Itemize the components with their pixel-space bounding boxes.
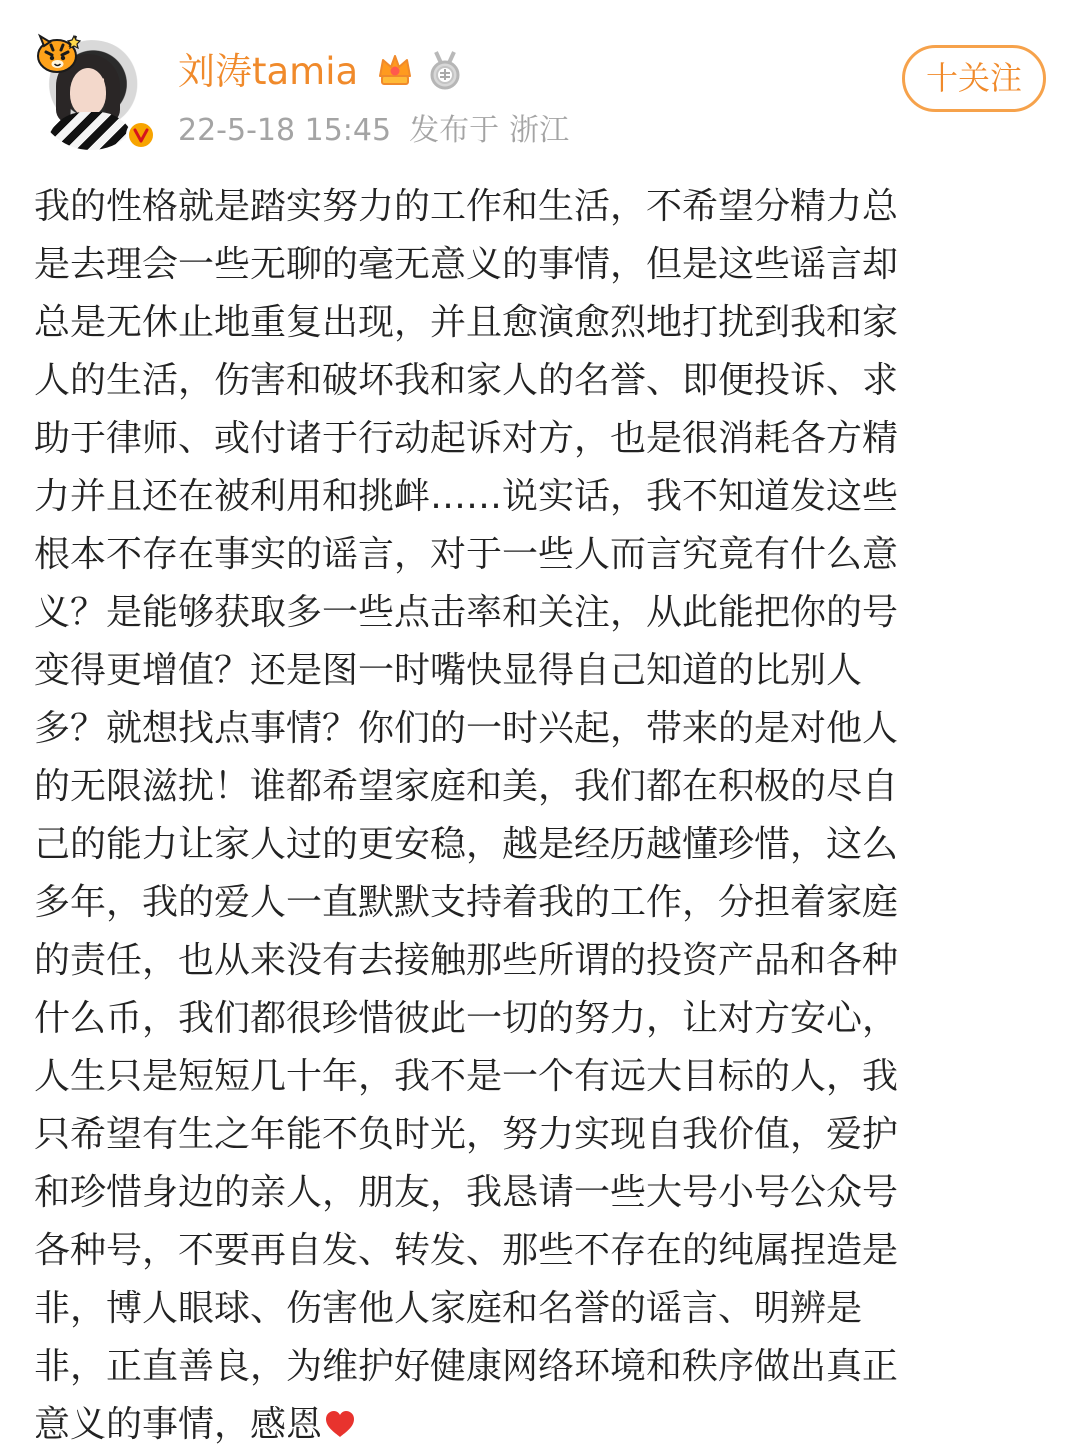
post-last-line bbox=[34, 1396, 1044, 1454]
post-text-line: 变得更增值？还是图一时嘴快显得自己知道的比别人 bbox=[34, 650, 863, 691]
user-avatar[interactable] bbox=[36, 30, 154, 150]
post-body bbox=[34, 178, 1044, 1454]
post-timestamp: 22-5-18 15:45 bbox=[178, 113, 392, 148]
post-text-line: 多年，我的爱人一直默默支持着我的工作，分担着家庭 bbox=[34, 882, 899, 923]
honor-medal-icon bbox=[428, 49, 462, 91]
post-text-line: 助于律师、或付诸于行动起诉对方，也是很消耗各方精 bbox=[34, 418, 899, 459]
post-text-line: 的无限滋扰！谁都希望家庭和美，我们都在积极的尽自 bbox=[34, 766, 899, 807]
post-location: 浙江 bbox=[509, 113, 570, 148]
post-meta bbox=[178, 111, 569, 151]
username-link[interactable]: 刘涛tamia bbox=[178, 50, 359, 93]
post-text-line: 只希望有生之年能不负时光，努力实现自我价值，爱护 bbox=[34, 1114, 899, 1155]
post-text-line: 我的性格就是踏实努力的工作和生活，不希望分精力总 bbox=[34, 186, 899, 227]
post-text-line: 的责任，也从来没有去接触那些所谓的投资产品和各种 bbox=[34, 940, 899, 981]
red-heart-icon bbox=[324, 1409, 356, 1439]
post-text-line: 人的生活，伤害和破坏我和家人的名誉、即便投诉、求 bbox=[34, 360, 899, 401]
post-text-line: 意义的事情，感恩 bbox=[34, 1404, 323, 1445]
post-text-line: 非，博人眼球、伤害他人家庭和名誉的谣言、明辨是 bbox=[34, 1288, 863, 1329]
tiger-avatar-icon bbox=[32, 30, 88, 78]
post-text-line: 义？是能够获取多一些点击率和关注，从此能把你的号 bbox=[34, 592, 899, 633]
post-text-line: 己的能力让家人过的更安稳，越是经历越懂珍惜，这么 bbox=[34, 824, 899, 865]
post-text-line: 什么币，我们都很珍惜彼此一切的努力，让对方安心， bbox=[34, 998, 899, 1039]
post-text-line: 是去理会一些无聊的毫无意义的事情，但是这些谣言却 bbox=[34, 244, 899, 285]
post-text-line: 非，正直善良，为维护好健康网络环境和秩序做出真正 bbox=[34, 1346, 899, 1387]
post-text-line: 多？就想找点事情？你们的一时兴起，带来的是对他人 bbox=[34, 708, 899, 749]
post-text-line: 各种号，不要再自发、转发、那些不存在的纯属捏造是 bbox=[34, 1230, 899, 1271]
post-text-line: 总是无休止地重复出现，并且愈演愈烈地打扰到我和家 bbox=[34, 302, 899, 343]
post-text-line: 人生只是短短几十年，我不是一个有远大目标的人，我 bbox=[34, 1056, 899, 1097]
follow-button[interactable]: 十关注 bbox=[902, 45, 1046, 112]
post-text-line: 根本不存在事实的谣言，对于一些人而言究竟有什么意 bbox=[34, 534, 899, 575]
post-header bbox=[0, 0, 1080, 165]
post-text-line: 和珍惜身边的亲人，朋友，我恳请一些大号小号公众号 bbox=[34, 1172, 899, 1213]
crown-icon bbox=[374, 50, 416, 92]
published-from-label: 发布于 bbox=[409, 113, 500, 148]
post-text-line: 力并且还在被利用和挑衅……说实话，我不知道发这些 bbox=[34, 476, 899, 517]
verified-v-icon bbox=[126, 120, 156, 150]
